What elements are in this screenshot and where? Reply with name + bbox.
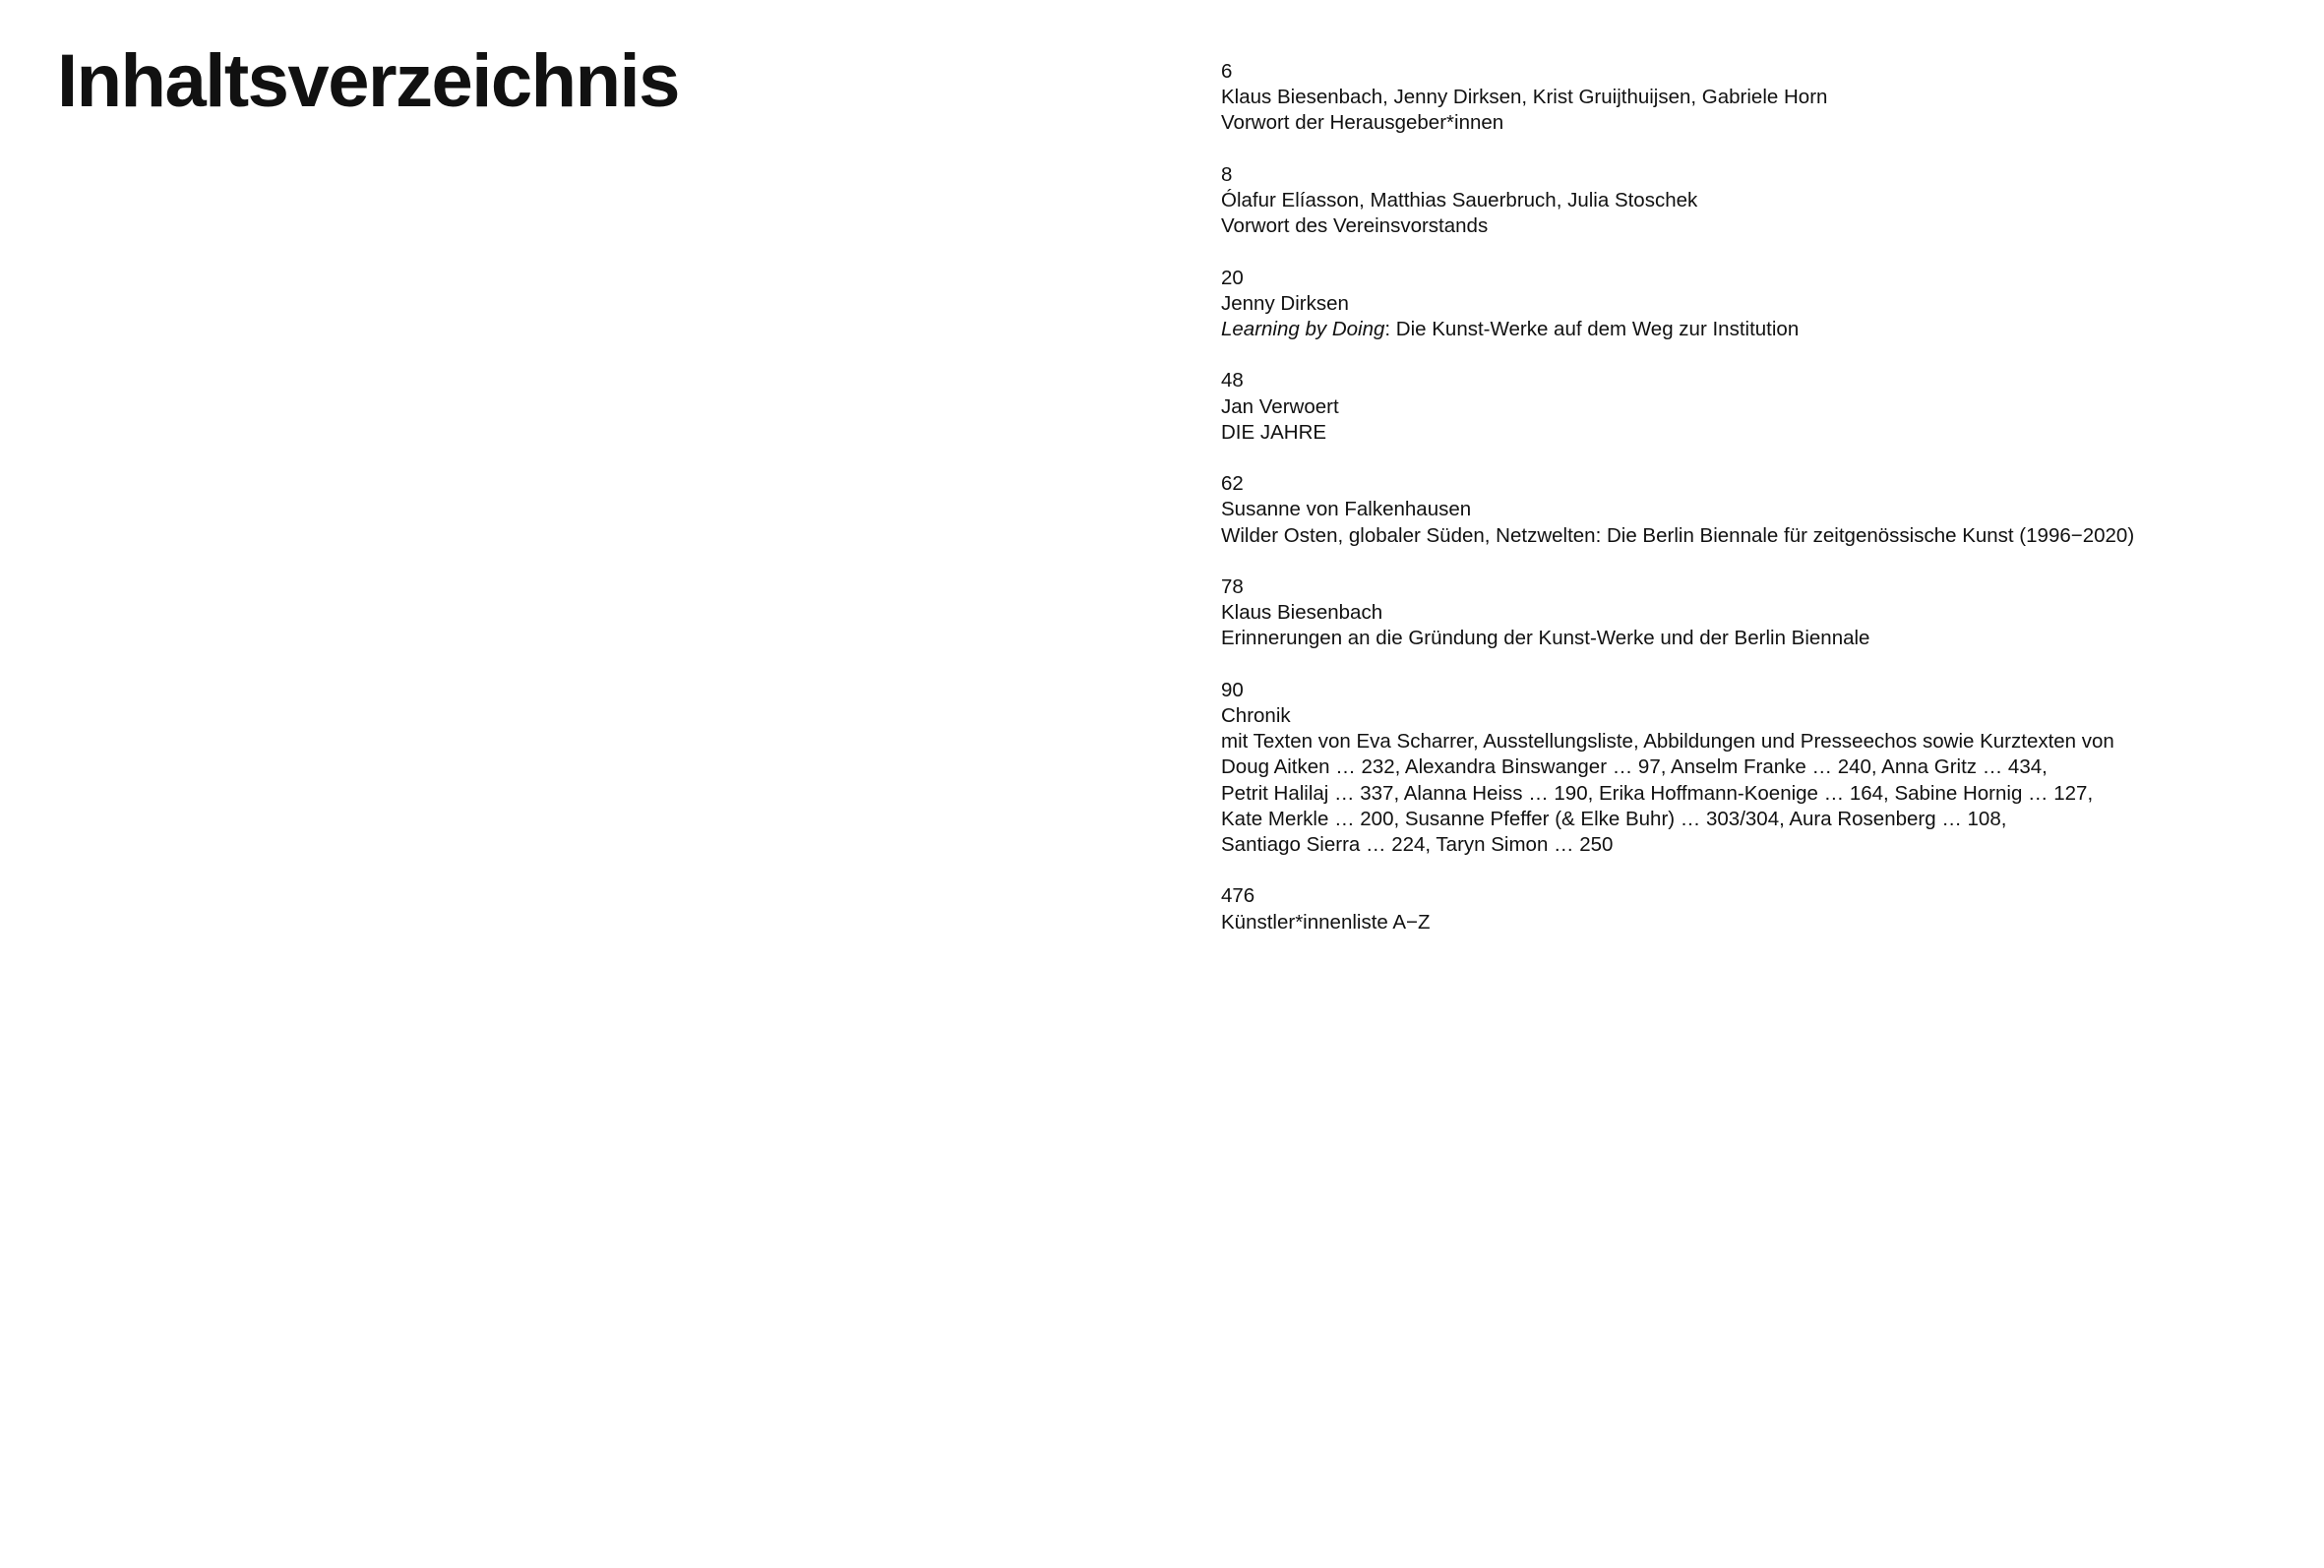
toc-description-line: Doug Aitken … 232, Alexandra Binswanger … 97, Anselm Franke … 240, Anna Gritz … 434,: [1221, 755, 2048, 779]
toc-title-italic: Learning by Doing: [1221, 318, 1385, 340]
toc-author: Ólafur Elíasson, Matthias Sauerbruch, Julia Stoschek: [1221, 189, 1698, 211]
toc-page-number: 6: [1221, 60, 1233, 83]
toc-entry: [1221, 368, 2303, 446]
toc-title: Vorwort des Vereinsvorstands: [1221, 214, 1489, 238]
toc-page-number: 90: [1221, 678, 1244, 701]
toc-author: Susanne von Falkenhausen: [1221, 498, 1472, 521]
toc-page-number: 62: [1221, 472, 1244, 496]
toc-entry: [1221, 471, 2303, 549]
toc-description-line: mit Texten von Eva Scharrer, Ausstellungsliste, Abbildungen und Presseechos sowie Kurztexten von: [1221, 730, 2114, 754]
toc-entry: [1221, 883, 2303, 935]
toc-author: Jan Verwoert: [1221, 394, 1339, 418]
toc-title: Erinnerungen an die Gründung der Kunst-Werke und der Berlin Biennale: [1221, 627, 1870, 650]
toc-title: Vorwort der Herausgeber*innen: [1221, 111, 1504, 135]
toc-page-number: 78: [1221, 574, 1244, 598]
toc-title: [1221, 317, 2303, 342]
toc-entry: [1221, 162, 2303, 240]
toc-description-line: Petrit Halilaj … 337, Alanna Heiss … 190, Erika Hoffmann-Koenige … 164, Sabine Hornig … 127,: [1221, 781, 2094, 805]
page-title: Inhaltsverzeichnis: [57, 39, 679, 123]
toc-page-number: 48: [1221, 369, 1244, 392]
toc-title: Künstler*innenliste A−Z: [1221, 910, 1431, 934]
toc-author: Klaus Biesenbach, Jenny Dirksen, Krist Gruijthuijsen, Gabriele Horn: [1221, 86, 1828, 109]
toc-page-number: 20: [1221, 266, 1244, 289]
toc-title-rest: : Die Kunst-Werke auf dem Weg zur Institution: [1384, 318, 1800, 340]
table-of-contents: [1221, 59, 2303, 961]
toc-section-title: Chronik: [1221, 703, 1291, 727]
toc-title: Wilder Osten, globaler Süden, Netzwelten: Die Berlin Biennale für zeitgenössische Kunst (1996−2020): [1221, 523, 2135, 547]
toc-author: Jenny Dirksen: [1221, 291, 1349, 315]
toc-description-line: Kate Merkle … 200, Susanne Pfeffer (& Elke Buhr) … 303/304, Aura Rosenberg … 108,: [1221, 807, 2007, 830]
toc-entry: [1221, 574, 2303, 652]
toc-title: DIE JAHRE: [1221, 420, 1327, 444]
toc-entry: [1221, 678, 2303, 858]
toc-page-number: 8: [1221, 162, 1233, 186]
toc-page-number: 476: [1221, 884, 1255, 908]
toc-description-line: Santiago Sierra … 224, Taryn Simon … 250: [1221, 833, 1614, 856]
toc-entry: [1221, 266, 2303, 343]
toc-entry: [1221, 59, 2303, 137]
toc-author: Klaus Biesenbach: [1221, 601, 1383, 625]
